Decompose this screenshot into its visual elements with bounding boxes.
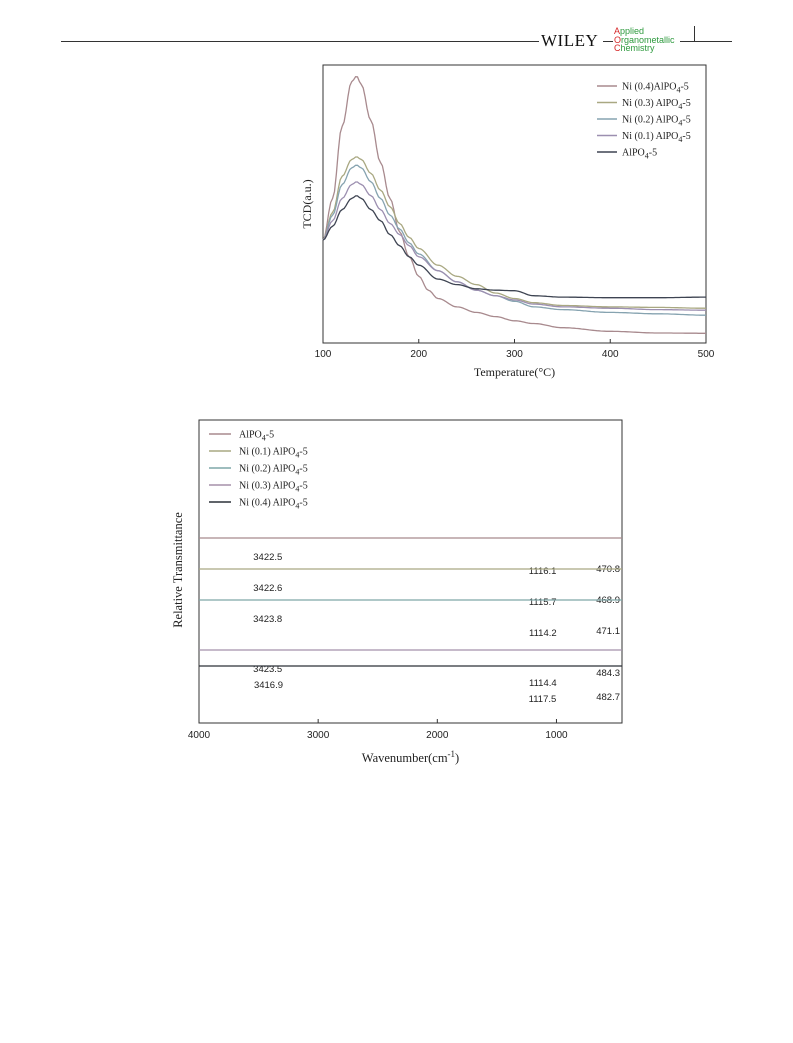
ftir-chart bbox=[160, 418, 630, 773]
ftir-peak-label-3-1: 1114.4 bbox=[529, 678, 557, 689]
ftir-peak-label-1-2: 468.9 bbox=[596, 595, 620, 606]
ftir-x-tick-label-2: 2000 bbox=[426, 730, 449, 741]
tpr-chart bbox=[296, 60, 716, 390]
ftir-legend-label-0: AlPO$_4$-5 bbox=[239, 429, 275, 443]
ftir-x-tick-label-0: 4000 bbox=[187, 730, 211, 741]
ftir-peak-label-0-1: 1116.1 bbox=[528, 566, 557, 577]
tpr-x-tick-label-0: 100 bbox=[314, 349, 332, 360]
ftir-x-tick-label-1: 3000 bbox=[307, 730, 330, 741]
journal-line-1: Applied bbox=[614, 26, 645, 36]
tpr-x-tick-label-1: 200 bbox=[410, 349, 428, 360]
ftir-peak-label-2-2: 471.1 bbox=[596, 626, 620, 637]
tpr-x-tick-label-2: 300 bbox=[506, 349, 523, 360]
ftir-peak-label-0-2: 470.8 bbox=[596, 564, 620, 575]
ftir-peak-label-0-0: 3422.5 bbox=[253, 552, 283, 563]
ftir-peak-label-3-0: 3423.5 bbox=[253, 664, 283, 675]
ftir-peak-label-4-0: 3416.9 bbox=[253, 680, 284, 691]
ftir-legend-label-1: Ni (0.1) AlPO$_4$-5 bbox=[239, 446, 308, 460]
tpr-x-tick-label-3: 400 bbox=[601, 349, 619, 360]
header-rule-mid bbox=[603, 41, 613, 42]
tpr-x-tick-label-4: 500 bbox=[697, 349, 715, 360]
publisher-logo: WILEY bbox=[541, 31, 599, 50]
ftir-legend-label-2: Ni (0.2) AlPO$_4$-5 bbox=[239, 463, 308, 477]
ftir-x-axis-label: $Wavenumber(cm^{-1})$ bbox=[361, 749, 460, 765]
ftir-peak-label-4-2: 482.7 bbox=[596, 692, 620, 703]
tpr-legend-label-0: Ni (0.4)AlPO$_4$-5 bbox=[622, 81, 689, 95]
ftir-y-axis-label: Relative Transmittance bbox=[171, 512, 185, 628]
tpr-legend-label-1: Ni (0.3) AlPO$_4$-5 bbox=[622, 98, 691, 111]
tpr-series-line-1 bbox=[323, 157, 706, 308]
tpr-legend-label-4: AlPO$_4$-5 bbox=[622, 147, 658, 161]
ftir-legend-label-4: Ni (0.4) AlPO$_4$-5 bbox=[239, 497, 308, 511]
page-header bbox=[0, 0, 793, 60]
ftir-peak-label-2-1: 1114.2 bbox=[529, 628, 557, 639]
tpr-legend-label-2: Ni (0.2) AlPO$_4$-5 bbox=[622, 114, 691, 128]
header-rule-left bbox=[61, 41, 539, 42]
header-rule-right bbox=[680, 41, 732, 42]
journal-logo bbox=[614, 27, 675, 53]
journal-line-3: Chemistry bbox=[614, 43, 655, 53]
ftir-legend-label-3: Ni (0.3) AlPO$_4$-5 bbox=[239, 480, 308, 494]
ftir-peak-label-4-1: 1117.5 bbox=[528, 694, 557, 705]
ftir-x-tick-label-3: 1000 bbox=[545, 730, 568, 741]
tpr-y-axis-label: TCD(a.u.) bbox=[300, 179, 314, 229]
tpr-series-line-4 bbox=[323, 196, 706, 298]
ftir-peak-label-2-0: 3423.8 bbox=[253, 614, 283, 625]
ftir-peak-label-3-2: 484.3 bbox=[596, 668, 620, 679]
ftir-peak-label-1-1: 1115.7 bbox=[528, 597, 557, 608]
journal-line-2: Organometallic bbox=[614, 34, 675, 45]
header-divider bbox=[694, 26, 695, 42]
tpr-x-axis-label: Temperature(°C) bbox=[473, 365, 556, 379]
tpr-series-line-2 bbox=[323, 165, 706, 315]
tpr-legend-label-3: Ni (0.1) AlPO$_4$-5 bbox=[622, 131, 691, 144]
ftir-peak-label-1-0: 3422.6 bbox=[253, 583, 283, 594]
